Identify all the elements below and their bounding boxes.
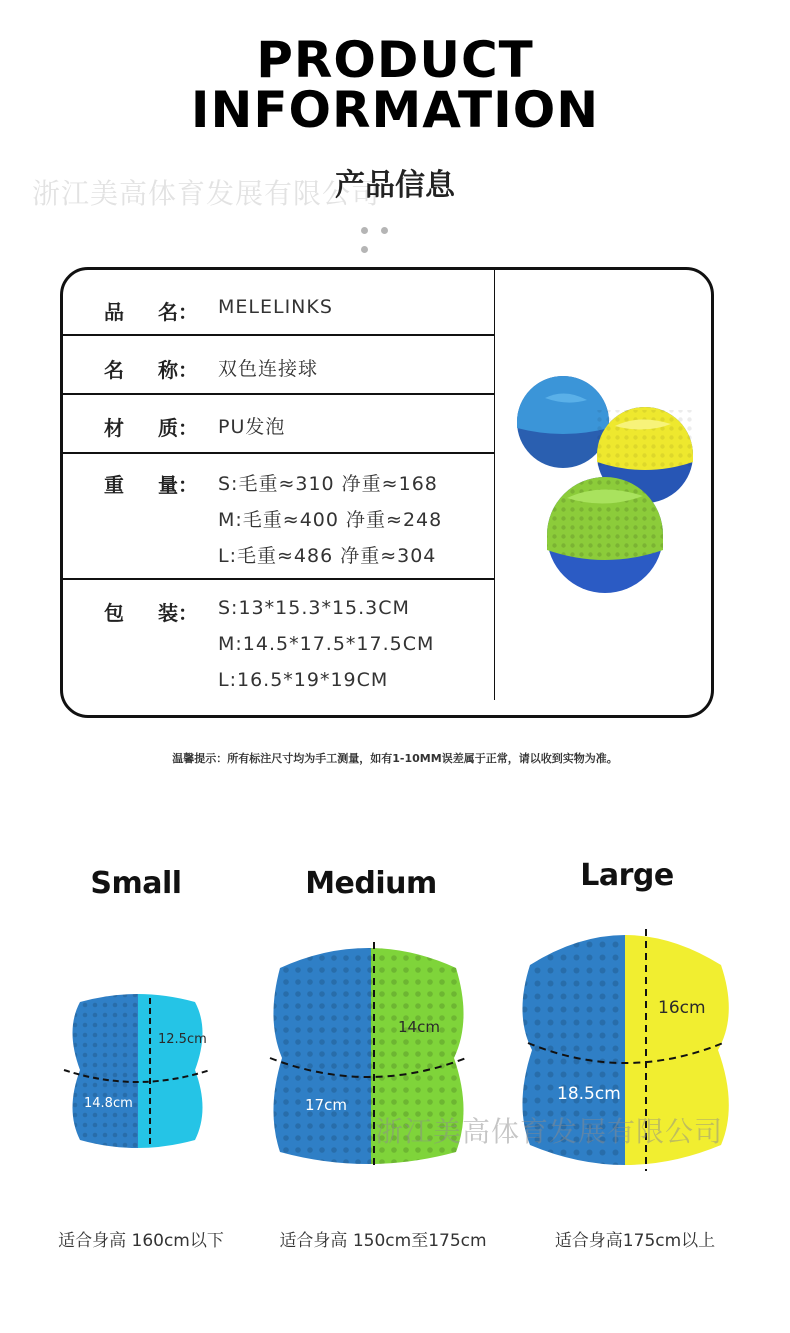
row-value-weight-m: M:毛重≈400 净重≈248 [218,509,443,531]
watermark-bottom: 浙江美高体育发展有限公司 [375,1115,724,1148]
title-line-1: PRODUCT [256,31,534,89]
large-width-label: 18.5cm [557,1084,621,1104]
row-value-package-l: L:16.5*19*19CM [218,669,389,691]
large-height-label: 16cm [658,998,706,1018]
blue-ball [517,376,609,468]
size-title-large: Large [580,858,674,893]
row-label-weight: 重 量： [104,473,198,497]
product-balls-photo [505,370,705,600]
row-value-brand: MELELINKS [218,296,333,318]
size-title-small: Small [90,866,182,901]
medium-width-label: 17cm [305,1096,347,1114]
row-value-weight-l: L:毛重≈486 净重≈304 [218,545,437,567]
row-label-material: 材 质： [104,416,198,440]
size-title-medium: Medium [305,866,437,901]
row-value-package-m: M:14.5*17.5*17.5CM [218,633,435,655]
fit-note-small: 适合身高 160cm以下 [58,1231,224,1251]
row-value-package-s: S:13*15.3*15.3CM [218,597,410,619]
small-width-label: 14.8cm [84,1096,133,1111]
watermark-top: 浙江美高体育发展有限公司 [32,177,381,210]
green-ball [547,477,663,593]
row-value-weight-s: S:毛重≈310 净重≈168 [218,473,438,495]
row-value-material: PU发泡 [218,416,286,438]
title-line-2: INFORMATION [190,81,600,139]
row-label-brand: 品 名： [104,300,198,324]
medium-height-label: 14cm [398,1018,440,1036]
table-divider [63,578,495,580]
measurement-note: 温馨提示：所有标注尺寸均为手工测量，如有1-10MM误差属于正常，请以收到实物为准。 [172,752,618,765]
table-divider [63,452,495,454]
table-divider [63,334,495,336]
separator-dots [361,219,416,227]
fit-note-medium: 适合身高 150cm至175cm [279,1231,487,1251]
table-divider [63,393,495,395]
small-ball-diagram [60,990,215,1150]
fit-note-large: 适合身高175cm以上 [554,1231,716,1251]
subtitle: 产品信息 [335,168,455,203]
row-label-name: 名 称： [104,358,198,382]
table-divider-vertical [494,268,495,700]
row-label-package: 包 装： [104,601,198,625]
row-value-name: 双色连接球 [218,358,319,380]
small-height-label: 12.5cm [158,1032,207,1047]
